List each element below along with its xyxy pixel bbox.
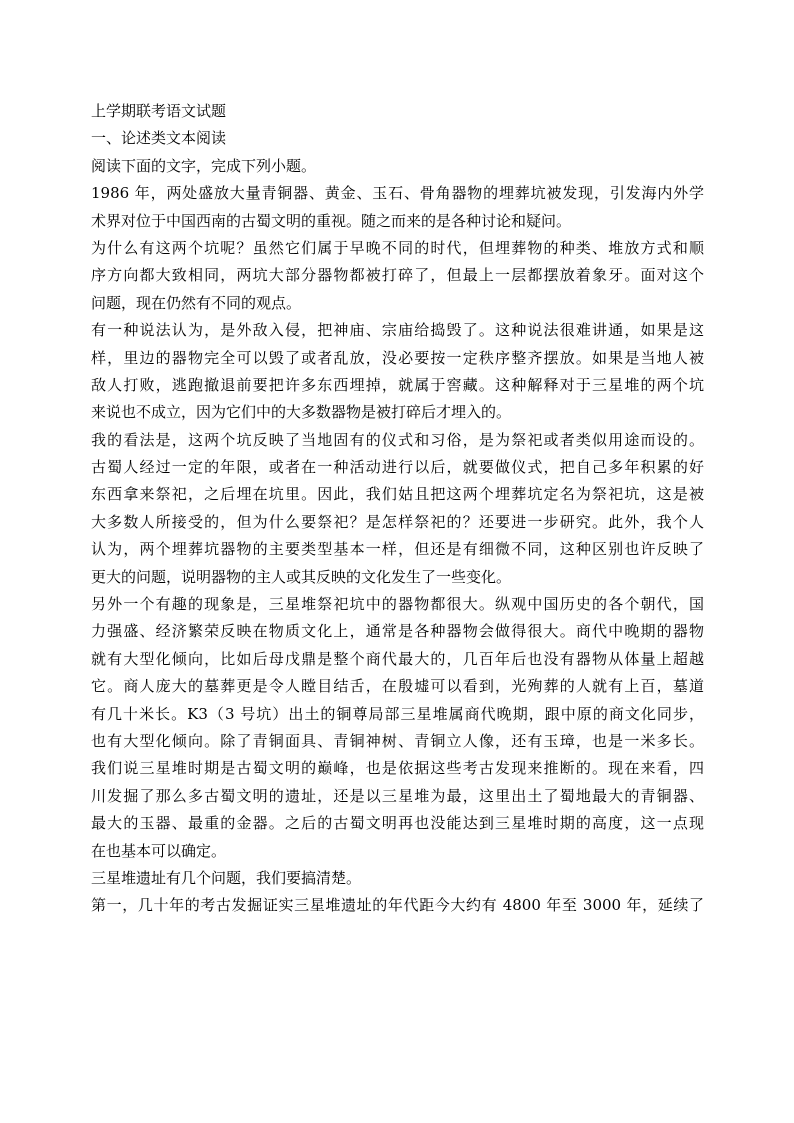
text-line: 序方向都大致相同，两坑大部分器物都被打碎了，但最上一层都摆放着象牙。面对这个 — [91, 266, 704, 285]
text-line: 1986 年，两处盛放大量青铜器、黄金、玉石、骨角器物的埋葬坑被发现，引发海内外学 — [91, 184, 704, 203]
document-title: 上学期联考语文试题 — [91, 102, 227, 120]
text-line: 更大的问题，说明器物的主人或其反映的文化发生了一些变化。 — [91, 567, 512, 586]
text-line: 就有大型化倾向，比如后母戊鼎是整个商代最大的，几百年后也没有器物从体量上超越 — [91, 649, 704, 668]
text-line: 在也基本可以确定。 — [91, 841, 227, 860]
text-line: 东西拿来祭祀，之后埋在坑里。因此，我们姑且把这两个埋葬坑定名为祭祀坑，这是被 — [91, 485, 704, 504]
text-line: 有几十米长。K3（3 号坑）出土的铜尊局部三星堆属商代晚期，跟中原的商文化同步， — [91, 704, 704, 723]
text-line: 样，里边的器物完全可以毁了或者乱放，没必要按一定秩序整齐摆放。如果是当地人被 — [91, 348, 704, 367]
text-line: 也有大型化倾向。除了青铜面具、青铜神树、青铜立人像，还有玉璋，也是一米多长。 — [91, 731, 704, 750]
document-body — [91, 98, 704, 920]
text-line: 为什么有这两个坑呢？虽然它们属于早晚不同的时代，但埋葬物的种类、堆放方式和顺 — [91, 238, 704, 257]
instruction-line: 阅读下面的文字，完成下列小题。 — [91, 156, 317, 175]
text-line: 三星堆遗址有几个问题，我们要搞清楚。 — [91, 868, 362, 887]
text-line: 有一种说法认为，是外敌入侵，把神庙、宗庙给捣毁了。这种说法很难讲通，如果是这 — [91, 321, 704, 340]
text-line: 术界对位于中国西南的古蜀文明的重视。随之而来的是各种讨论和疑问。 — [91, 211, 572, 230]
text-line: 敌人打败，逃跑撤退前要把许多东西埋掉，就属于窖藏。这种解释对于三星堆的两个坑 — [91, 375, 704, 394]
text-line: 问题，现在仍然有不同的观点。 — [91, 293, 302, 312]
text-line: 它。商人庞大的墓葬更是令人瞠目结舌，在殷墟可以看到，光殉葬的人就有上百，墓道 — [91, 677, 704, 696]
text-line: 另外一个有趣的现象是，三星堆祭祀坑中的器物都很大。纵观中国历史的各个朝代，国 — [91, 595, 704, 614]
text-line: 古蜀人经过一定的年限，或者在一种活动进行以后，就要做仪式，把自己多年积累的好 — [91, 458, 704, 477]
text-line: 认为，两个埋葬坑器物的主要类型基本一样，但还是有细微不同，这种区别也许反映了 — [91, 540, 704, 559]
text-line: 我们说三星堆时期是古蜀文明的巅峰，也是依据这些考古发现来推断的。现在来看，四 — [91, 759, 704, 778]
section-heading: 一、论述类文本阅读 — [91, 129, 227, 148]
text-line: 川发掘了那么多古蜀文明的遗址，还是以三星堆为最，这里出土了蜀地最大的青铜器、 — [91, 786, 704, 805]
text-line: 力强盛、经济繁荣反映在物质文化上，通常是各种器物会做得很大。商代中晚期的器物 — [91, 622, 704, 641]
text-line: 大多数人所接受的，但为什么要祭祀？是怎样祭祀的？还要进一步研究。此外，我个人 — [91, 512, 704, 531]
text-line: 最大的玉器、最重的金器。之后的古蜀文明再也没能达到三星堆时期的高度，这一点现 — [91, 814, 704, 833]
text-line: 来说也不成立，因为它们中的大多数器物是被打碎后才埋入的。 — [91, 403, 512, 422]
text-line: 第一，几十年的考古发掘证实三星堆遗址的年代距今大约有 4800 年至 3000 年，延续了 — [91, 896, 704, 915]
text-line: 我的看法是，这两个坑反映了当地固有的仪式和习俗，是为祭祀或者类似用途而设的。 — [91, 430, 704, 449]
